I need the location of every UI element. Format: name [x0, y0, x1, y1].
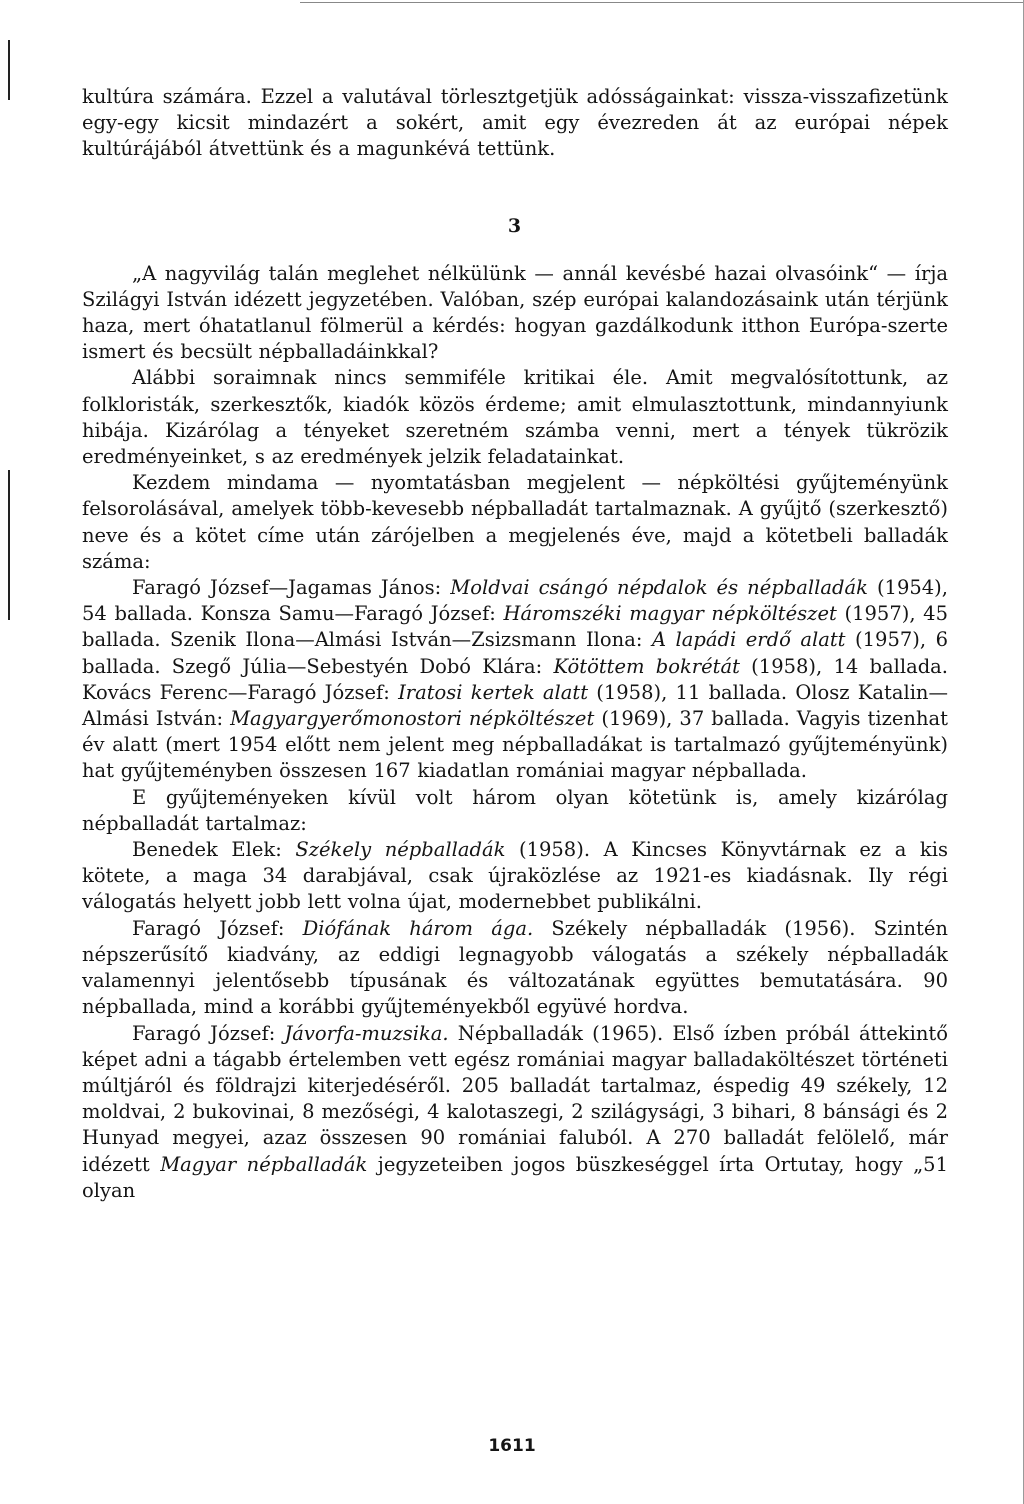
text-run: (1958). A Kincses Könyvtárnak ez a kis kötete, a maga 34 darabjával, csak újraközlése az 1921-es kiadásnak. Ily régi válogatás helyett jobb lett volna újat, modernebbet publikálni. [82, 838, 948, 914]
book-title: Diófának három ága. [302, 916, 534, 940]
scan-edge-mark [8, 470, 10, 620]
paragraph-continuation: kultúra számára. Ezzel a valutával törlesztgetjük adósságainkat: vissza-visszafizetünk egy-egy kicsit mindazért a sokért, amit egy évezreden át az európai népek kultúrájából átvettünk és a magunkévá tettünk. [82, 85, 948, 161]
text-run: (1958), 11 ballada. Olosz Katalin—Almási István: [82, 680, 948, 731]
text-run: Faragó József—Jagamas János: [132, 576, 451, 600]
paragraph-6 [82, 837, 948, 916]
scan-top-rule [300, 2, 1024, 3]
text-run: (1954), 54 ballada. Konsza Samu—Faragó József: [82, 576, 948, 626]
text-run: (1969), 37 ballada. Vagyis tizenhat év alatt (mert 1954 előtt nem jelent meg népballadákat is tartalmazó gyűjteményünk) hat gyűjteményben összesen 167 kiadatlan romániai magyar népballada. [82, 707, 948, 783]
paragraph-4-collections [82, 575, 948, 785]
text-run: Faragó József: [132, 916, 303, 940]
text-run: Benedek Elek: [132, 838, 296, 862]
text-run: (1957), 6 ballada. Szegő Júlia—Sebestyén Dobó Klára: [82, 628, 948, 678]
book-title: Iratosi kertek alatt [398, 680, 589, 704]
paragraph-1: „A nagyvilág talán meglehet nélkülünk — annál kevésbé hazai olvasóink“ — írja Szilágyi István idézett jegyzetében. Valóban, szép európai kalandozásaink után térjünk haza, mert óhatatlanul fölmerül a kérdés: hogyan gazdálkodunk itthon Európa-szerte ismert és becsült népballadáinkkal? [82, 261, 948, 364]
paragraph-5: E gyűjteményeken kívül volt három olyan kötetünk is, amely kizárólag népballadát tartalmaz: [82, 785, 948, 835]
book-title: Székely népballadák [295, 838, 506, 862]
paragraph-7 [82, 916, 948, 1021]
book-title: Magyar népballadák [160, 1152, 368, 1176]
scan-edge-mark [8, 40, 10, 100]
section-number: 3 [507, 214, 523, 237]
text-run: Székely népballadák (1956). Szintén népszerűsítő kiadvány, az eddigi legnagyobb válogatás a székely népballadák valamennyi jelentősebb típusának és változatának együttes bemutatására. 90 népballada, mind a korábbi gyűjteményekből együvé hordva. [82, 916, 948, 1019]
paragraph-3: Kezdem mindama — nyomtatásban megjelent — népköltési gyűjteményünk felsorolásával, amelyek több-kevesebb népballadát tartalmaznak. A gyűjtő (szerkesztő) neve és a kötet címe után zárójelben a megjelenés éve, majd a kötetbeli balladák száma: [82, 471, 948, 573]
text-run: Faragó József: [132, 1021, 285, 1045]
book-title: Magyargyerőmonostori népköltészet [230, 707, 595, 731]
page-body [82, 84, 948, 1204]
text-run: (1958), 14 ballada. Kovács Ferenc—Faragó József: [82, 654, 948, 704]
book-title: Háromszéki magyar népköltészet [503, 602, 837, 626]
text-run: (1957), 45 ballada. Szenik Ilona—Almási István—Zsizsmann Ilona: [82, 602, 948, 652]
paragraph-8 [82, 1021, 948, 1204]
text-run: jegyzeteiben jogos büszkeséggel írta Ortutay, hogy „51 olyan [82, 1152, 948, 1202]
book-title: Moldvai csángó népdalok és népballadák [450, 576, 868, 600]
book-title: Kötöttem bokrétát [553, 654, 740, 678]
page-number: 1611 [488, 1436, 536, 1456]
text-run: Népballadák (1965). Első ízben próbál áttekintő képet adni a tágabb értelemben vett egész romániai magyar balladaköltészet történeti múltjáról és földrajzi kiterjedéséről. 205 balladát tartalmaz, éspedig 49 székely, 12 moldvai, 2 bukovinai, 8 mezőségi, 4 kalotaszegi, 2 szilágysági, 3 bihari, 8 bánsági és 2 Hunyad megyei, azaz összesen 90 romániai faluból. A 270 balladát felölelő, már idézett [82, 1021, 948, 1176]
book-title: Jávorfa-muzsika. [284, 1021, 449, 1045]
paragraph-2: Alábbi soraimnak nincs semmiféle kritikai éle. Amit megvalósítottunk, az folkloristák, szerkesztők, kiadók közös érdeme; amit elmulasztottunk, mindannyiunk hibája. Kizárólag a tényeket szeretném számba venni, mert a tények tükrözik eredményeinket, s az eredmények jelzik feladatainkat. [82, 366, 948, 469]
book-title: A lapádi erdő alatt [651, 628, 846, 652]
